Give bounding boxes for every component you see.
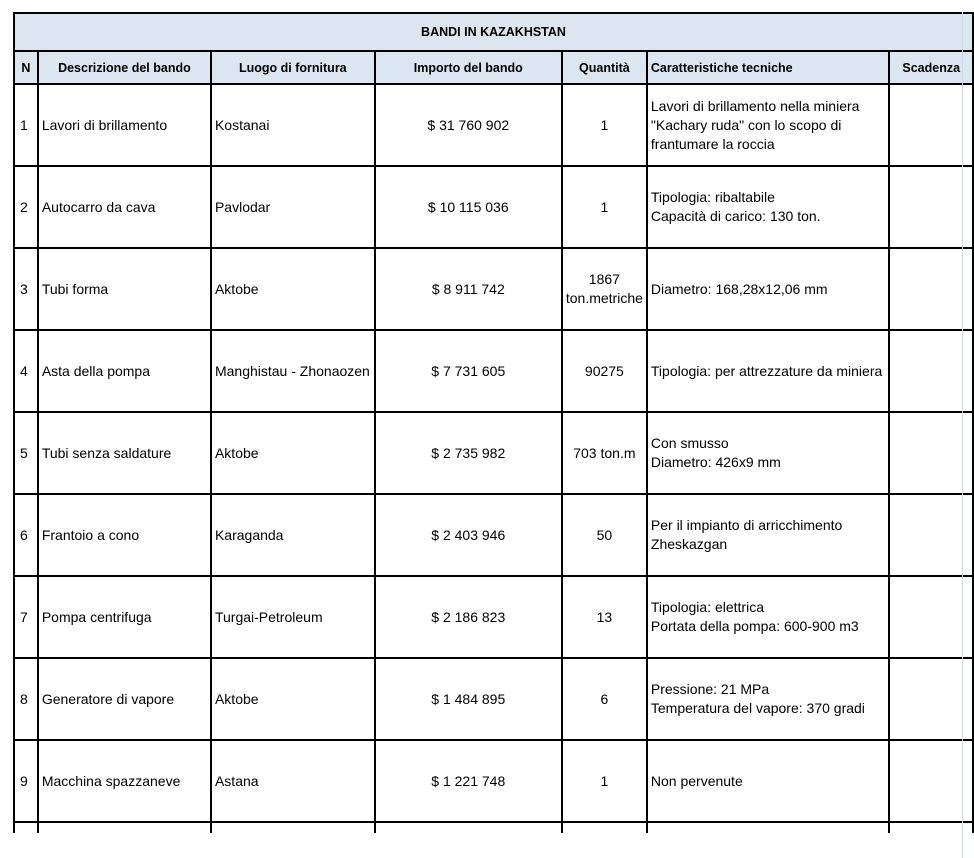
table-title: BANDI IN KAZAKHSTAN — [14, 13, 973, 51]
table-row — [14, 330, 973, 412]
cell-descrizione: Autocarro da cava — [38, 166, 211, 248]
empty-row — [14, 822, 973, 833]
header-luogo: Luogo di fornitura — [211, 51, 375, 84]
table-row — [14, 494, 973, 576]
cell-quantita: 6 — [562, 658, 647, 740]
cell-scadenza — [889, 494, 973, 576]
cell-quantita: 703 ton.m — [562, 412, 647, 494]
cell-luogo: Turgai-Petroleum — [211, 576, 375, 658]
cell-quantita: 1 — [562, 84, 647, 166]
cell-caratteristiche: Non pervenute — [647, 740, 890, 822]
cell-importo: $ 1 221 748 — [375, 740, 562, 822]
cell-luogo: Manghistau - Zhonaozen — [211, 330, 375, 412]
cell-descrizione: Tubi senza saldature — [38, 412, 211, 494]
cell-caratteristiche: Lavori di brillamento nella miniera "Kachary ruda" con lo scopo di frantumare la roccia — [647, 84, 890, 166]
cell-scadenza — [889, 740, 973, 822]
cell-quantita: 50 — [562, 494, 647, 576]
cell-descrizione: Macchina spazzaneve — [38, 740, 211, 822]
cell-descrizione: Generatore di vapore — [38, 658, 211, 740]
cell-luogo: Kostanai — [211, 84, 375, 166]
cell-caratteristiche: Tipologia: per attrezzature da miniera — [647, 330, 890, 412]
cell-scadenza — [889, 576, 973, 658]
cell-scadenza — [889, 84, 973, 166]
empty-cell — [562, 822, 647, 833]
empty-cell — [38, 822, 211, 833]
table-row — [14, 576, 973, 658]
cell-importo: $ 2 403 946 — [375, 494, 562, 576]
cell-descrizione: Asta della pompa — [38, 330, 211, 412]
cell-descrizione: Pompa centrifuga — [38, 576, 211, 658]
cell-quantita: 1 — [562, 740, 647, 822]
cell-descrizione: Lavori di brillamento — [38, 84, 211, 166]
header-quantita: Quantità — [562, 51, 647, 84]
table-row — [14, 658, 973, 740]
cell-scadenza — [889, 658, 973, 740]
cell-luogo: Aktobe — [211, 248, 375, 330]
cell-luogo: Karaganda — [211, 494, 375, 576]
cell-scadenza — [889, 248, 973, 330]
table-row — [14, 248, 973, 330]
cell-importo: $ 2 186 823 — [375, 576, 562, 658]
cell-luogo: Aktobe — [211, 412, 375, 494]
table-row — [14, 84, 973, 166]
tenders-table — [13, 12, 974, 833]
empty-cell — [889, 822, 973, 833]
cell-scadenza — [889, 330, 973, 412]
table-row — [14, 412, 973, 494]
cell-caratteristiche: Diametro: 168,28x12,06 mm — [647, 248, 890, 330]
cell-number: 7 — [14, 576, 38, 658]
cell-importo: $ 1 484 895 — [375, 658, 562, 740]
cell-scadenza — [889, 412, 973, 494]
header-n: N — [14, 51, 38, 84]
cell-scadenza — [889, 166, 973, 248]
cell-number: 9 — [14, 740, 38, 822]
cell-importo: $ 7 731 605 — [375, 330, 562, 412]
cell-importo: $ 8 911 742 — [375, 248, 562, 330]
cell-number: 6 — [14, 494, 38, 576]
cell-number: 1 — [14, 84, 38, 166]
cell-luogo: Astana — [211, 740, 375, 822]
header-scadenza: Scadenza — [889, 51, 973, 84]
cell-quantita: 1 — [562, 166, 647, 248]
cell-descrizione: Tubi forma — [38, 248, 211, 330]
cell-importo: $ 10 115 036 — [375, 166, 562, 248]
cell-importo: $ 31 760 902 — [375, 84, 562, 166]
cell-caratteristiche: Tipologia: ribaltabile Capacità di carico: 130 ton. — [647, 166, 890, 248]
cell-quantita: 13 — [562, 576, 647, 658]
spreadsheet — [13, 12, 974, 833]
cell-quantita: 90275 — [562, 330, 647, 412]
cell-number: 2 — [14, 166, 38, 248]
table-row — [14, 740, 973, 822]
cell-quantita: 1867 ton.metriche — [562, 248, 647, 330]
cell-luogo: Aktobe — [211, 658, 375, 740]
cell-luogo: Pavlodar — [211, 166, 375, 248]
empty-cell — [211, 822, 375, 833]
cell-number: 5 — [14, 412, 38, 494]
cell-caratteristiche: Per il impianto di arricchimento Zheskazgan — [647, 494, 890, 576]
empty-cell — [647, 822, 890, 833]
empty-cell — [375, 822, 562, 833]
sheet-gridline — [962, 12, 974, 858]
cell-number: 3 — [14, 248, 38, 330]
empty-cell — [14, 822, 38, 833]
cell-caratteristiche: Tipologia: elettrica Portata della pompa: 600-900 m3 — [647, 576, 890, 658]
header-descrizione: Descrizione del bando — [38, 51, 211, 84]
cell-descrizione: Frantoio a cono — [38, 494, 211, 576]
header-importo: Importo del bando — [375, 51, 562, 84]
table-row — [14, 166, 973, 248]
cell-importo: $ 2 735 982 — [375, 412, 562, 494]
cell-caratteristiche: Con smusso Diametro: 426x9 mm — [647, 412, 890, 494]
cell-number: 8 — [14, 658, 38, 740]
cell-caratteristiche: Pressione: 21 MPa Temperatura del vapore: 370 gradi — [647, 658, 890, 740]
cell-number: 4 — [14, 330, 38, 412]
header-caratteristiche: Caratteristiche tecniche — [647, 51, 890, 84]
